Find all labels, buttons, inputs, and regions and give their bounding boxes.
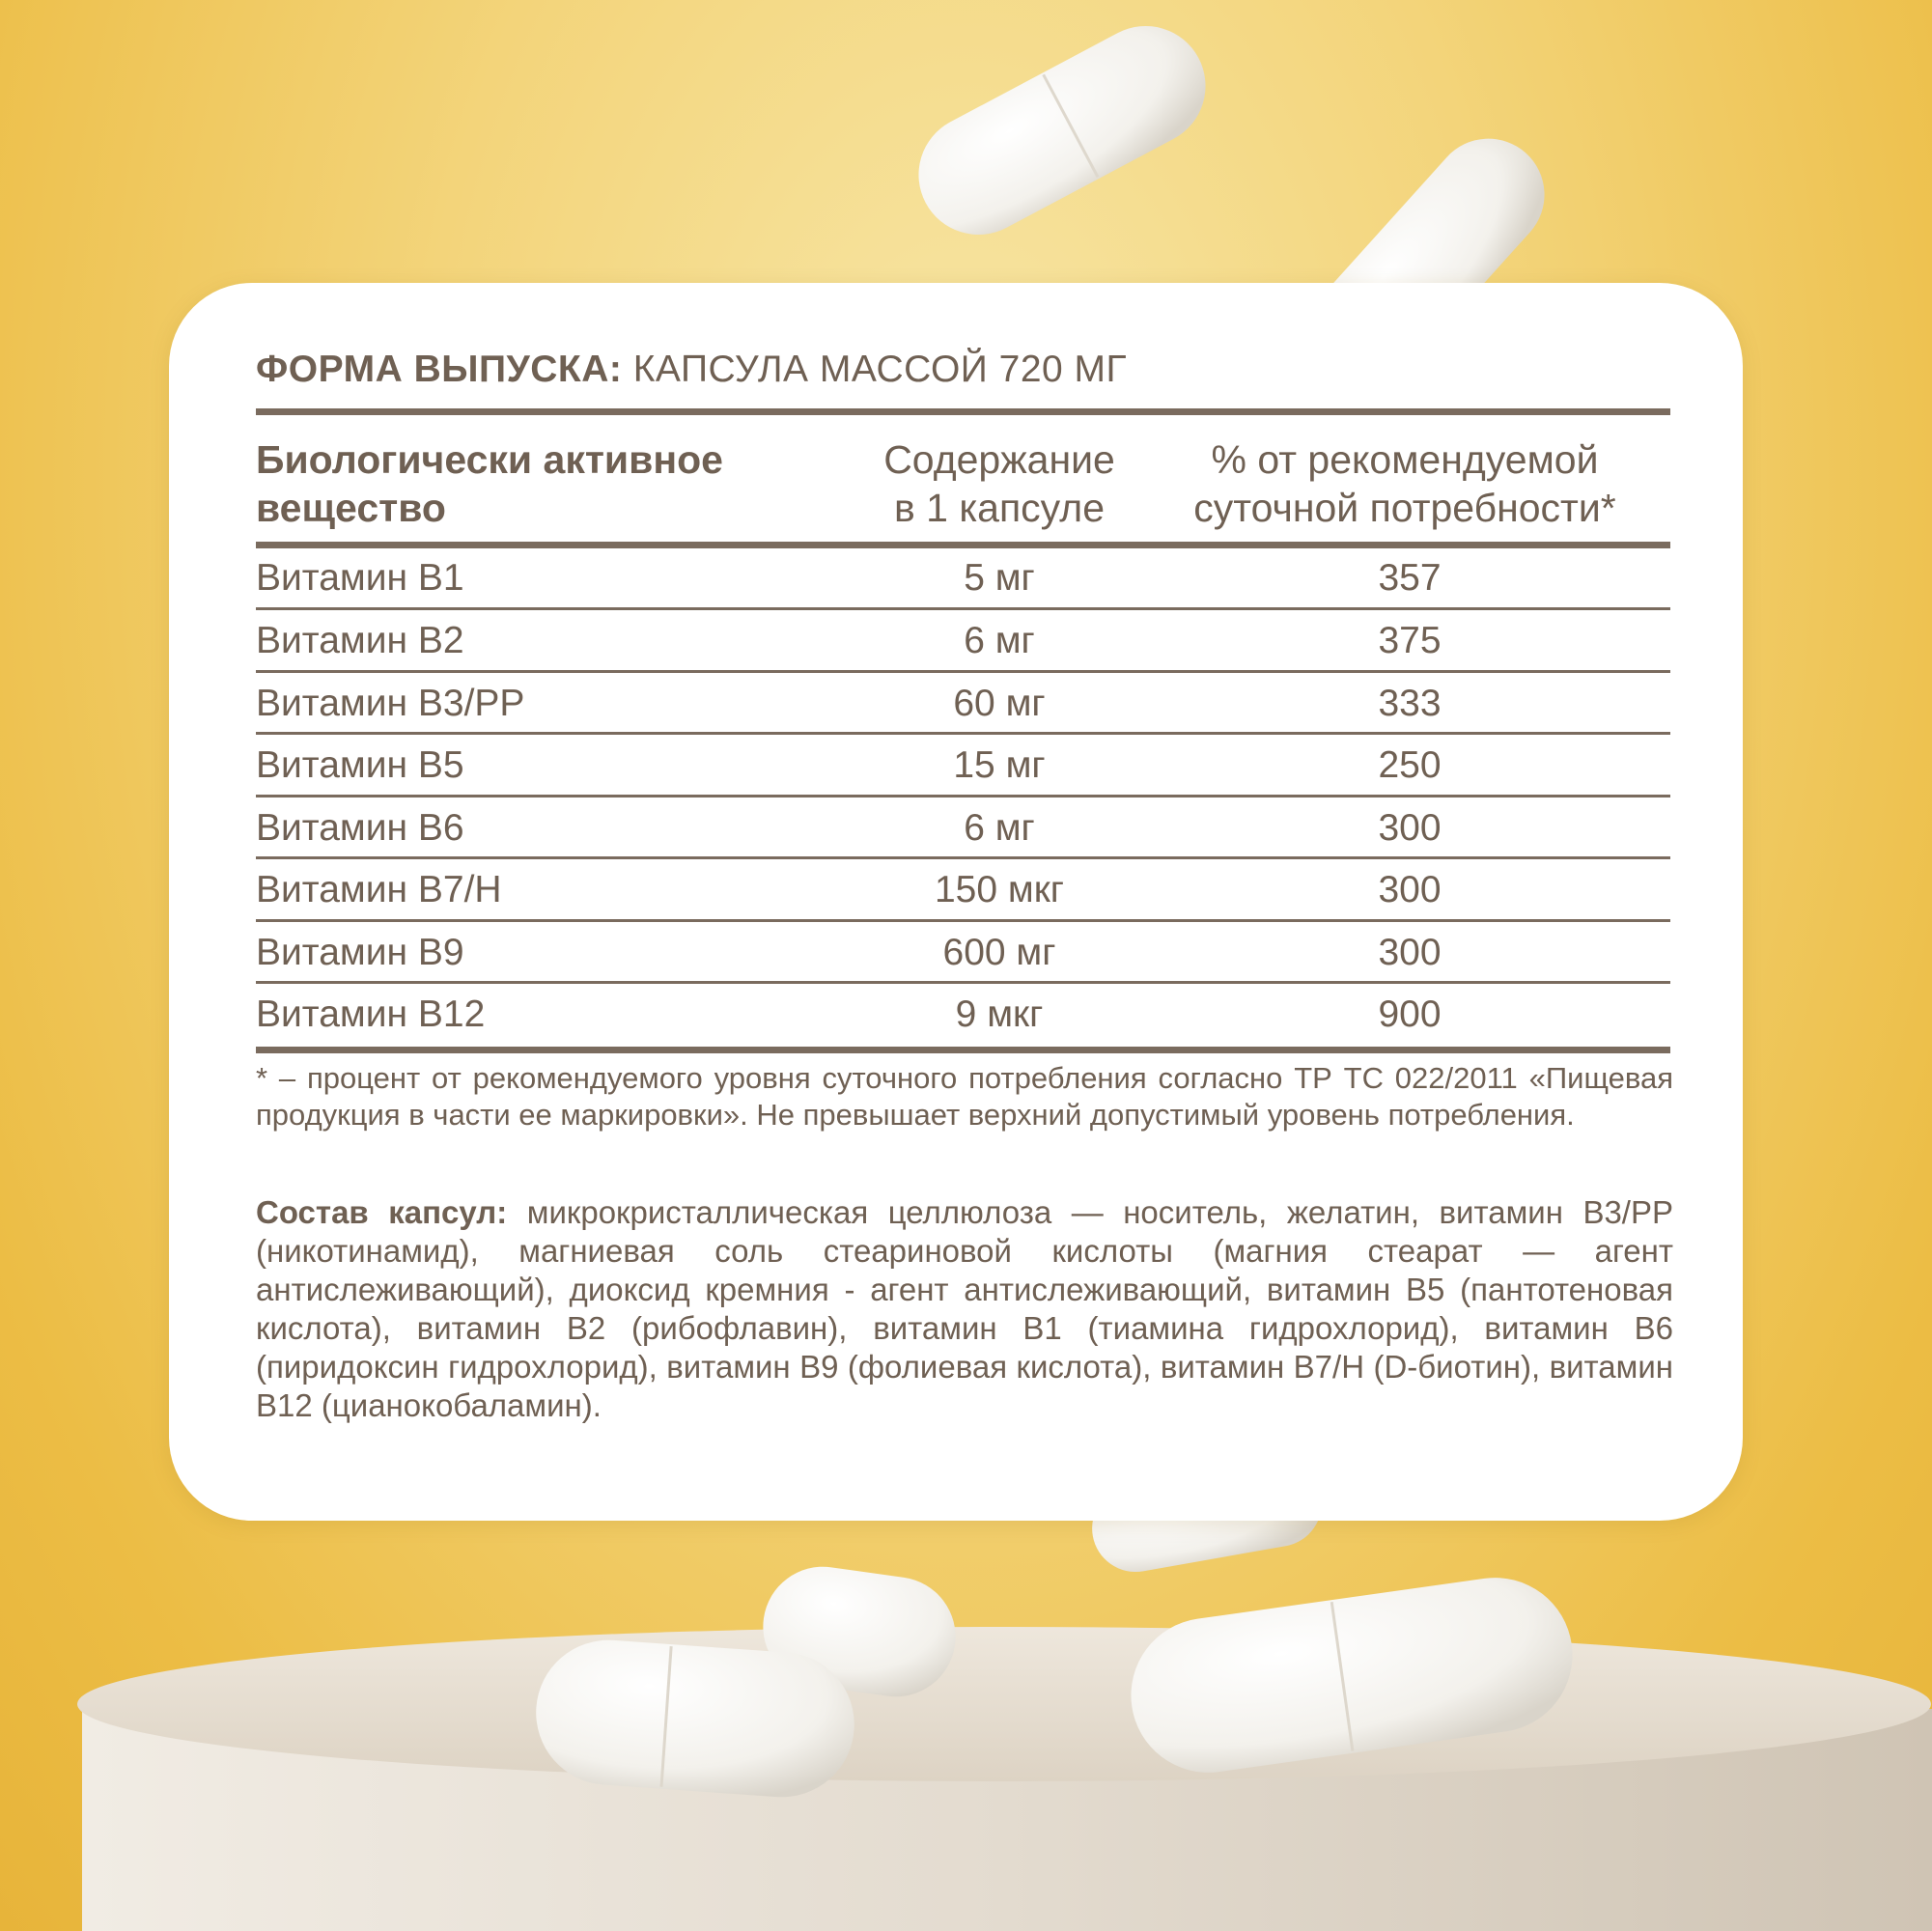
composition-text: микрокристаллическая целлюлоза — носитель, желатин, витамин B3/PP (никотинамид), магниевая соль стеариновой кислоты (магния стеарат — агент антислеживающий), диоксид кремния - агент антислеживающий, витамин B5 (пантотеновая кислота), витамин B2 (рибофлавин), витамин B1 (тиамина гидрохлорид), витамин B6 (пиридоксин гидрохлорид), витамин B9 (фолиевая кислота), витамин B7/H (D-биотин), витамин B12 (цианокобаламин). xyxy=(256,1194,1673,1423)
row-percent: 250 xyxy=(1378,744,1442,786)
row-amount: 60 мг xyxy=(953,683,1046,724)
row-percent: 333 xyxy=(1378,683,1442,724)
row-amount: 5 мг xyxy=(964,557,1035,599)
header-percent: % от рекомендуемой суточной потребности* xyxy=(1193,437,1616,530)
row-substance: Витамин B7/H xyxy=(256,869,502,910)
row-substance: Витамин B9 xyxy=(256,932,464,973)
table-row xyxy=(256,799,1670,858)
row-amount: 9 мкг xyxy=(955,993,1044,1035)
row-divider xyxy=(256,981,1670,984)
row-percent: 900 xyxy=(1378,993,1442,1035)
row-substance: Витамин B5 xyxy=(256,744,464,786)
row-divider xyxy=(256,856,1670,859)
table-row xyxy=(256,986,1670,1045)
row-substance: Витамин B2 xyxy=(256,620,464,661)
row-substance: Витамин B1 xyxy=(256,557,464,599)
row-divider xyxy=(256,732,1670,735)
release-form-label: ФОРМА ВЫПУСКА: xyxy=(256,349,623,390)
header-substance: Биологически активное вещество xyxy=(256,437,723,530)
row-percent: 357 xyxy=(1378,557,1442,599)
capsule-front-left xyxy=(531,1636,859,1803)
row-amount: 150 мкг xyxy=(934,869,1064,910)
composition-label: Состав капсул: xyxy=(256,1194,508,1230)
row-percent: 300 xyxy=(1378,869,1442,910)
table-row xyxy=(256,675,1670,734)
row-substance: Витамин B3/PP xyxy=(256,683,525,724)
info-card xyxy=(169,283,1743,1521)
row-substance: Витамин B6 xyxy=(256,807,464,849)
table-row xyxy=(256,924,1670,983)
row-percent: 300 xyxy=(1378,807,1442,849)
row-amount: 6 мг xyxy=(964,620,1035,661)
pedestal xyxy=(77,1627,1932,1931)
footnote: * – процент от рекомендуемого уровня суточного потребления согласно ТР ТС 022/2011 «Пищевая продукция в части ее маркировки». Не превышает верхний допустимый уровень потребления. xyxy=(256,1061,1673,1132)
header-bottom-rule xyxy=(256,542,1670,548)
capsule-top-left xyxy=(898,5,1227,256)
table-bottom-rule xyxy=(256,1047,1670,1053)
row-amount: 600 мг xyxy=(942,932,1056,973)
row-divider xyxy=(256,795,1670,798)
row-amount: 15 мг xyxy=(953,744,1046,786)
row-substance: Витамин B12 xyxy=(256,993,486,1035)
row-percent: 300 xyxy=(1378,932,1442,973)
release-form-value: КАПСУЛА МАССОЙ 720 МГ xyxy=(632,349,1128,390)
table-top-rule xyxy=(256,408,1670,415)
table-row xyxy=(256,737,1670,796)
table-row xyxy=(256,549,1670,608)
row-percent: 375 xyxy=(1378,620,1442,661)
row-divider xyxy=(256,670,1670,673)
capsule-composition xyxy=(256,1193,1673,1425)
header-content: Содержание в 1 капсуле xyxy=(883,437,1115,530)
row-amount: 6 мг xyxy=(964,807,1035,849)
row-divider xyxy=(256,919,1670,922)
release-form-heading xyxy=(256,349,1127,391)
table-row xyxy=(256,612,1670,671)
table-row xyxy=(256,861,1670,920)
row-divider xyxy=(256,607,1670,610)
